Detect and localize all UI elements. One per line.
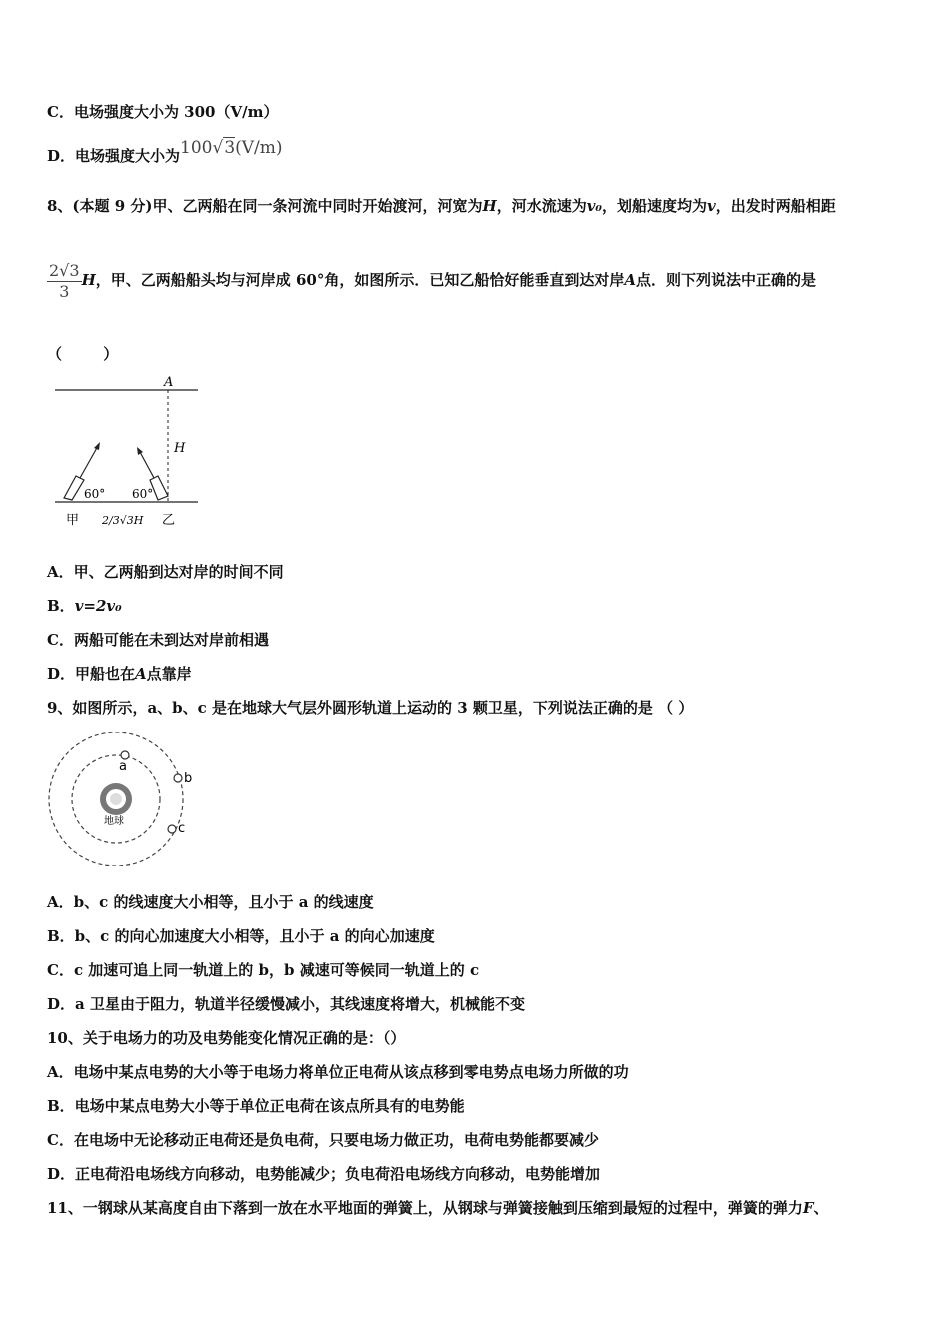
label-c: c <box>178 821 186 836</box>
q8-stem-line2: $\frac{2√3}{3}$ H，甲、乙两船船头均与河岸成 60°角，如图所示．已知乙船恰好能垂直到达对岸A点．则下列说法中正确的是 <box>49 260 817 301</box>
q8-distance-fraction: $\frac{2√3}{3}$ <box>49 260 80 301</box>
q7-option-d-formula: 100√3(V/m) <box>180 138 283 158</box>
satellite-a-icon <box>121 751 129 759</box>
q8-stem-line1: 8、(本题 9 分)甲、乙两船在同一条河流中同时开始渡河，河宽为H，河水流速为v₀，划船速度均为v，出发时两船相距 <box>47 197 836 215</box>
q9-option-a: A．b、c 的线速度大小相等，且小于 a 的线速度 <box>47 893 374 911</box>
label-earth: 地球 <box>104 816 124 827</box>
label-jia: 甲 <box>66 513 80 528</box>
q11-stem: 11、一钢球从某高度自由下落到一放在水平地面的弹簧上，从钢球与弹簧接触到压缩到最短的过程中，弹簧的弹力F、 <box>47 1199 829 1217</box>
q7-option-c: C．电场强度大小为 300（V/m） <box>47 103 279 121</box>
label-60-yi: 60° <box>132 487 154 501</box>
label-a: a <box>119 759 127 774</box>
label-H: H <box>174 441 186 456</box>
label-yi: 乙 <box>162 513 176 528</box>
q10-option-b: B．电场中某点电势大小等于单位正电荷在该点所具有的电势能 <box>47 1097 465 1115</box>
q9-option-c: C．c 加速可追上同一轨道上的 b，b 减速可等候同一轨道上的 c <box>47 961 480 979</box>
earth-icon <box>100 783 132 815</box>
q9-stem: 9、如图所示，a、b、c 是在地球大气层外圆形轨道上运动的 3 颗卫星，下列说法正确的是 （ ） <box>47 699 694 717</box>
q8-answer-paren: （ ） <box>47 345 137 363</box>
label-60-jia: 60° <box>84 487 106 501</box>
q7-option-d-text: D．电场强度大小为 <box>47 147 181 165</box>
q10-option-d: D．正电荷沿电场线方向移动，电势能减少；负电荷沿电场线方向移动，电势能增加 <box>47 1165 601 1183</box>
q10-stem: 10、关于电场力的功及电势能变化情况正确的是：（） <box>47 1029 406 1047</box>
q7-option-d <box>47 138 283 166</box>
satellite-b-icon <box>174 774 182 782</box>
label-b: b <box>184 771 193 786</box>
q8-option-c: C．两船可能在未到达对岸前相遇 <box>47 631 269 649</box>
q8-river-figure <box>50 372 200 538</box>
satellite-c-icon <box>168 825 176 833</box>
q8-option-a: A．甲、乙两船到达对岸的时间不同 <box>47 563 284 581</box>
q9-option-d: D．a 卫星由于阻力，轨道半径缓慢减小，其线速度将增大，机械能不变 <box>47 995 525 1013</box>
q9-orbit-figure <box>46 732 196 866</box>
q8-option-d: D．甲船也在A点靠岸 <box>47 665 192 683</box>
q10-option-a: A．电场中某点电势的大小等于电场力将单位正电荷从该点移到零电势点电场力所做的功 <box>47 1063 629 1081</box>
q9-option-b: B．b、c 的向心加速度大小相等，且小于 a 的向心加速度 <box>47 927 435 945</box>
label-distance: 2/3√3H <box>102 514 144 527</box>
q10-option-c: C．在电场中无论移动正电荷还是负电荷，只要电场力做正功，电荷电势能都要减少 <box>47 1131 599 1149</box>
q8-option-b: B．v=2v₀ <box>47 597 122 615</box>
label-A: A <box>164 375 174 390</box>
